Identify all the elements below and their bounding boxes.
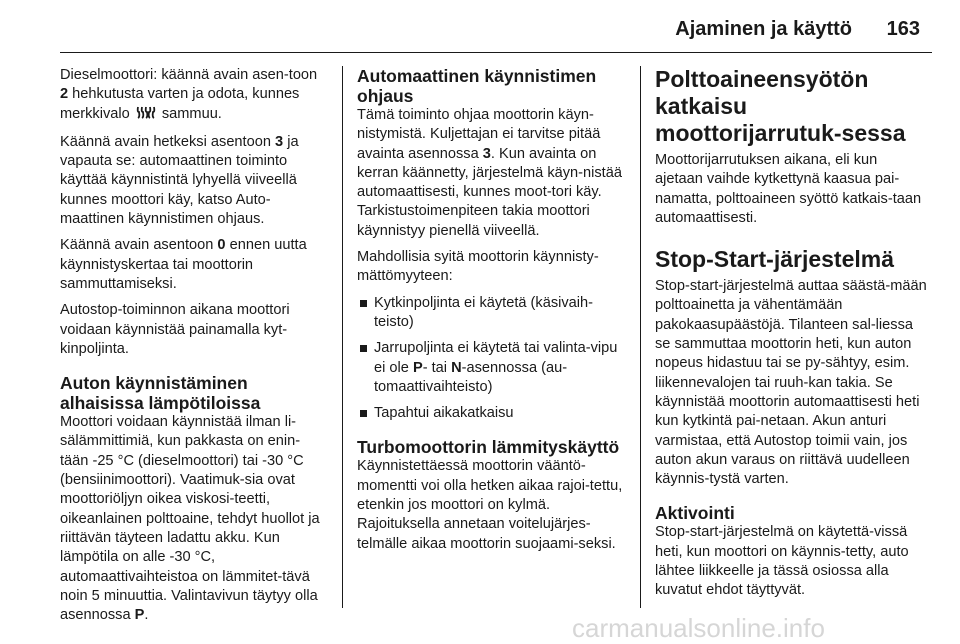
list-item [357, 404, 625, 423]
heading-cold-start: Auton käynnistäminen alhaisissa lämpötiloissa [60, 373, 261, 414]
heading-fuel-cutoff: Polttoaineensyötön katkaisu moottorijarrutuk-sessa [655, 66, 906, 146]
text: ennen uutta käynnistyskertaa tai moottorin sammuttamiseksi. [60, 237, 307, 292]
key-position: 0 [217, 237, 226, 254]
text: Käännä avain asentoon [60, 237, 218, 254]
text: Tämä toiminto ohjaa moottorin käyn-nistymistä. Kuljettajan ei tarvitse pitää avainta asennossa [357, 107, 601, 162]
list-item [357, 339, 625, 397]
reasons-list [357, 294, 625, 424]
column-divider [640, 66, 641, 608]
text: Jarrupoljinta ei käytetä tai valinta-vipu ei ole [374, 340, 618, 376]
key-position: 2 [60, 86, 69, 103]
bullet-square [360, 300, 367, 307]
page-number: 163 [886, 18, 920, 40]
bullet-square [360, 345, 367, 352]
bullet-square [360, 410, 367, 417]
key-position: 3 [275, 133, 284, 150]
paragraph-fuel-cutoff: Moottorijarrutuksen aikana, eli kun ajetaan vaihde kytkettynä kaasua pai-namatta, polttoaineen syöttö katkais-taan automaattisesti. [655, 152, 922, 226]
selector-position: P [412, 359, 423, 376]
text: Dieselmoottori: käännä avain asen-toon [60, 67, 318, 83]
glow-plug-icon [136, 105, 156, 126]
column-left [60, 66, 328, 632]
key-position: 3 [482, 145, 491, 162]
text: - tai [422, 359, 452, 376]
text: Tapahtui aikakatkaisu [374, 405, 514, 422]
heading-turbo: Turbomoottorin lämmityskäyttö [357, 437, 620, 458]
paragraph-stop-start: Stop-start-järjestelmä auttaa säästä-mään polttoainetta ja vähentämään pakokaasupäästöjä. Tilanteen sal-liessa se sammuttaa moottorin heti, kun auton nopeus hidastuu tai se py-sähtyy, esim. liikennevalojen tai ruuh-kan takia. Se käynnistää moottorin automaattisesti heti kun kytkintä pai-netaan. Akun anturi varmistaa, että Autostop toimii vain, jos auton akun varaus on riittävä uudelleen käynnis-tystä varten. [655, 278, 927, 488]
paragraph-activation: Stop-start-järjestelmä on käytettä-vissä heti, kun moottori on käynnis-tetty, auto lähtee liikkeelle ja tässä osiossa alla kuvatut ehdot täyttyvät. [655, 524, 909, 599]
paragraph-cold-start [60, 413, 328, 625]
paragraph-position-3 [60, 133, 328, 229]
text: -asennossa (au-tomaattivaihteisto) [374, 359, 568, 395]
text: sammuu. [157, 105, 222, 122]
header-rule [60, 52, 932, 53]
heading-auto-starter: Automaattinen käynnistimen ohjaus [357, 66, 597, 106]
chapter-title: Ajaminen ja käyttö [675, 18, 852, 40]
paragraph-auto-starter [357, 106, 625, 241]
heading-activation: Aktivointi [655, 503, 735, 524]
text: hehkutusta varten ja odota, kunnes merkkivalo [60, 86, 300, 122]
paragraph-turbo: Käynnistettäessä moottorin vääntö-momentti voi olla hetken aikaa rajoi-tettu, etenkin jos moottori on kylmä. Rajoituksella annetaan voitelujärjes-telmälle aikaa moottorin suojaami-seksi. [357, 458, 623, 552]
text: . Kun avainta on kerran käännetty, järjestelmä käyn-nistää automaattisesti, kunnes moot-tori käy. Tarkistustoimenpiteen takia moottori käynnistyy pienellä viiveellä. [357, 145, 622, 239]
text: Kytkinpoljinta ei käytetä (käsivaih-teisto) [374, 294, 594, 330]
text: Moottori voidaan käynnistää ilman li-sälämmittimiä, kun pakkasta on enin-tään -25 °C (dieselmoottori) tai -30 °C (bensiinimoottori). Vaatimuk-sia ovat moottoriöljyn oikea viskosi-teetti, oikeanlainen polttoaine, tehdyt huollot ja riittävän täyteen ladattu akku. Kun lämpötila on alle -30 °C, automaattivaihteistoa on lämmitet-tävä noin 5 minuuttia. Valintavivun täytyy olla asennossa [60, 414, 320, 624]
page-header [0, 0, 960, 52]
column-right [655, 66, 927, 608]
column-middle [357, 66, 625, 561]
column-divider [342, 66, 343, 608]
list-item [357, 294, 625, 333]
text: Käännä avain hetkeksi asentoon [60, 133, 276, 150]
heading-stop-start: Stop-Start-järjestelmä [655, 246, 895, 273]
paragraph-position-0 [60, 236, 328, 294]
selector-position: N [451, 359, 462, 376]
watermark: carmanualsonline.info [572, 613, 825, 643]
selector-position: P [134, 607, 145, 624]
paragraph-diesel [60, 66, 328, 126]
text: . [144, 607, 149, 624]
text: ja vapauta se: automaattinen toiminto käyttää käynnistintä lyhyellä viiveellä kunnes moottori käy, katso Auto-maattinen käynnistimen ohjaus. [60, 133, 299, 228]
paragraph-autostop: Autostop-toiminnon aikana moottori voidaan käynnistää painamalla kyt-kinpoljinta. [60, 302, 290, 357]
paragraph-reasons: Mahdollisia syitä moottorin käynnisty-mättömyyteen: [357, 249, 599, 285]
